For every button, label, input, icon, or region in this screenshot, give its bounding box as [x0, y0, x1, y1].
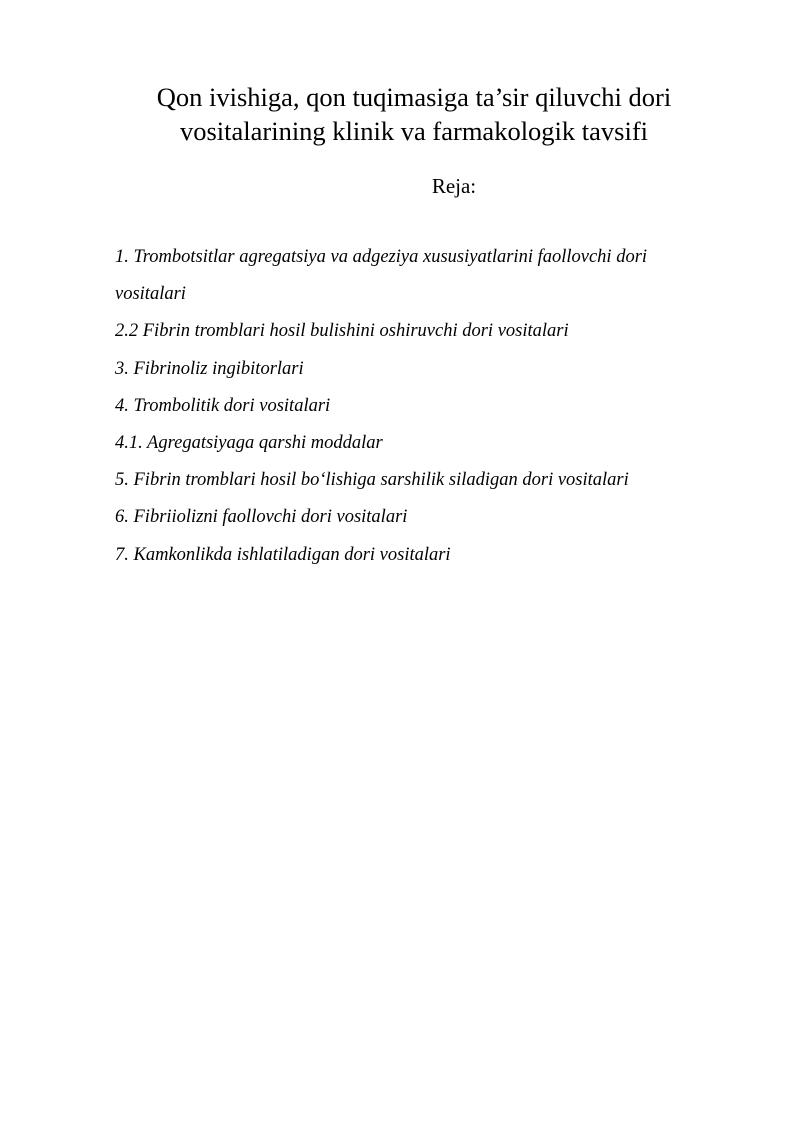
title-line-2: vositalarining klinik va farmakologik tavsifi	[179, 116, 649, 146]
plan-heading: Reja:	[431, 174, 477, 198]
document-title	[114, 80, 714, 148]
plan-item-5: 5. Fibrin tromblari hosil bo‘lishiga sarshilik siladigan dori vositalari	[115, 470, 629, 491]
title-line-1: Qon ivishiga, qon tuqimasiga ta’sir qiluvchi dori	[156, 82, 672, 112]
plan-item-7: 7. Kamkonlikda ishlatiladigan dori vositalari	[115, 544, 451, 565]
plan-item-1: 1. Trombotsitlar agregatsiya va adgeziya xususiyatlarini faollovchi dori	[115, 247, 648, 267]
plan-item-3: 3. Fibrinoliz ingibitorlari	[115, 358, 304, 379]
plan-item-6: 6. Fibriiolizni faollovchi dori vositalari	[115, 507, 408, 528]
plan-item-4-1: 4.1. Agregatsiyaga qarshi moddalar	[115, 433, 383, 454]
plan-list	[115, 239, 755, 574]
plan-item-1-continued: vositalari	[115, 284, 186, 305]
plan-item-4: 4. Trombolitik dori vositalari	[115, 395, 331, 416]
plan-item-2-2: 2.2 Fibrin tromblari hosil bulishini oshiruvchi dori vositalari	[115, 321, 569, 342]
